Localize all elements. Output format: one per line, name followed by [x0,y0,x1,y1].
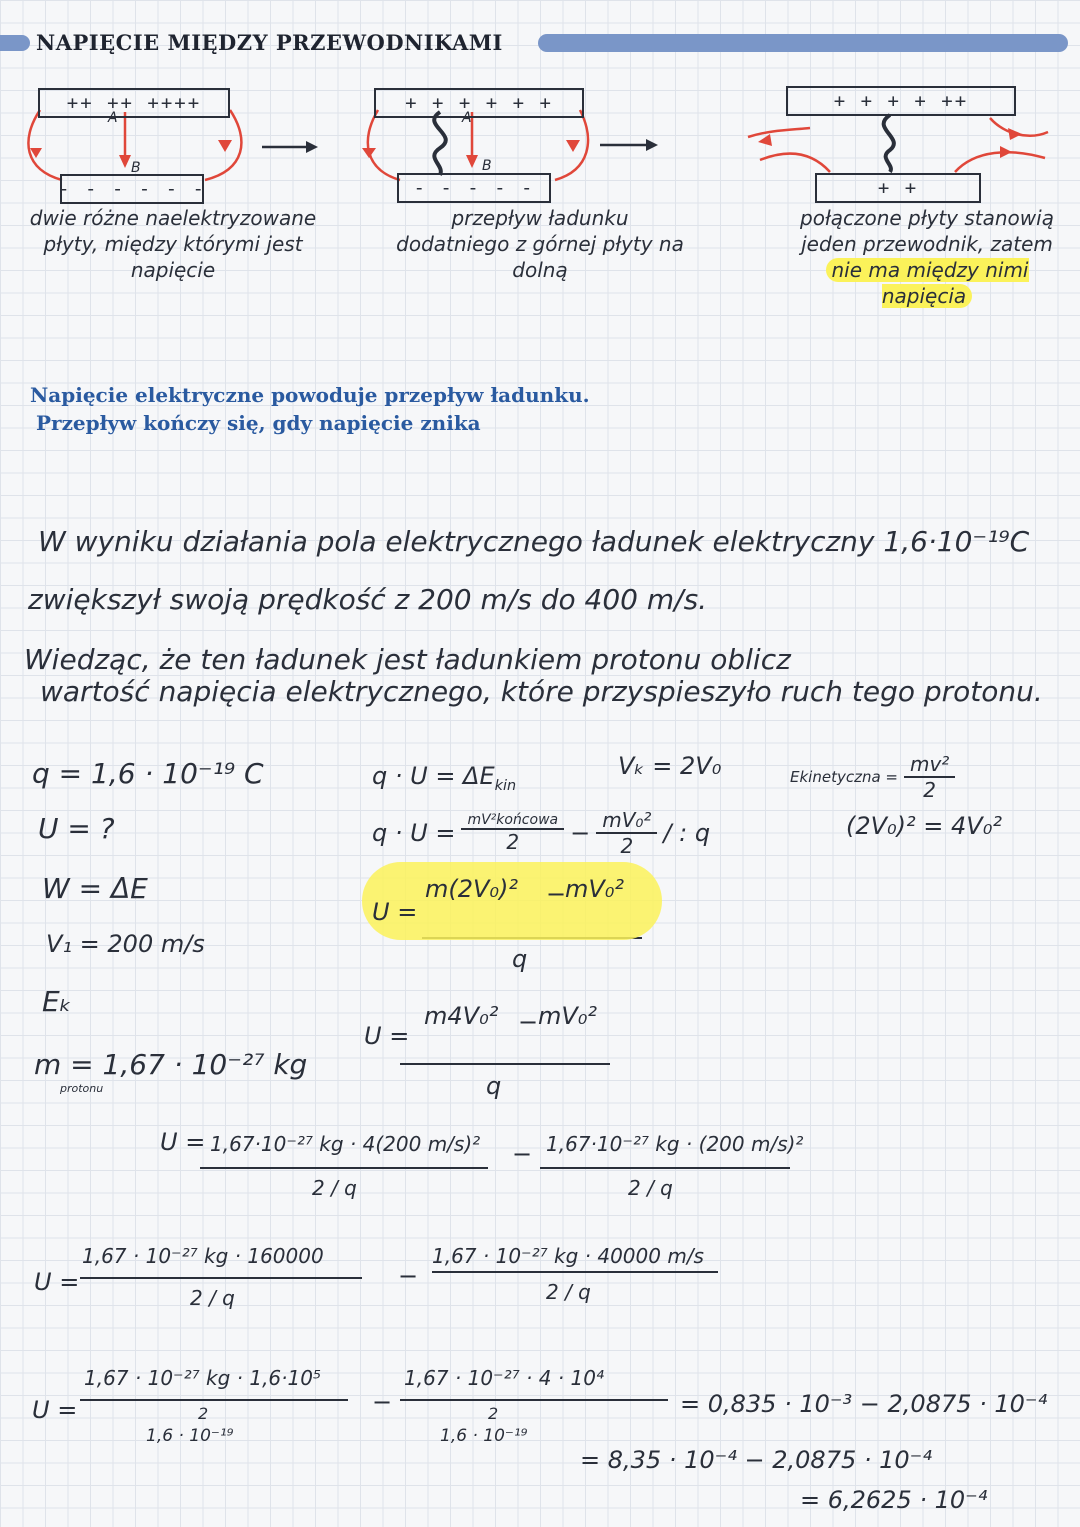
row3-denominator-a-top: 2 [198,1404,209,1423]
given-w: W = ΔE [42,872,148,905]
eq2-term2-num: mV₀² [596,808,657,834]
eq2-division: / : q [663,819,711,847]
row3-term2: 1,67 · 10⁻²⁷ · 4 · 10⁴ [404,1366,604,1390]
eq3-term1: m(2V₀)² [425,875,519,903]
row2-denominator-b: 2 / q [546,1280,591,1304]
result-line-3: = 6,2625 · 10⁻⁴ [800,1486,988,1514]
row3-term1: 1,67 · 10⁻²⁷ kg · 1,6·10⁵ [84,1366,321,1390]
eq1 [372,762,516,794]
result-line-2: = 8,35 · 10⁻⁴ − 2,0875 · 10⁻⁴ [580,1446,932,1474]
row3-denominator-a-bottom: 1,6 · 10⁻¹⁹ [146,1426,234,1446]
diagram2-bottom-plate: - - - - - [397,173,551,203]
field-line-left [28,110,62,180]
arrow-head-right [218,140,232,152]
ekin-den: 2 [923,778,937,802]
arrow-head-3b [1008,128,1022,140]
diagram2-label-b: B [482,158,492,174]
row2-denominator-a: 2 / q [190,1286,235,1310]
square-identity: (2V₀)² = 4V₀² [846,812,1002,840]
eq2 [372,808,710,858]
arrow-head-3c [1000,146,1012,158]
transition-arrow-2-head [646,139,658,151]
wire-2 [434,112,446,175]
eq2-term2-den: 2 [620,834,634,858]
arrow-head-left-2 [362,148,376,158]
row2-term1: 1,67 · 10⁻²⁷ kg · 160000 [82,1244,324,1268]
field-line-left-2 [368,110,400,180]
page-title: NAPIĘCIE MIĘDZY PRZEWODNIKAMI [36,30,503,55]
diagram3-caption-plain: połączone płyty stanowią jeden przewodnik, zatem [800,206,1054,256]
diagram2-label-a: A [462,110,472,126]
row3-minus: − [372,1388,393,1416]
row3-lhs: U = [32,1396,78,1424]
row1-denominator-a: 2 / q [312,1176,357,1200]
field-arrow-ab-2-head [466,155,478,168]
diagram3-bottom-plate: + + [815,173,981,203]
problem-line-4: wartość napięcia elektrycznego, które przyspieszyło ruch tego protonu. [40,675,1043,708]
given-u: U = ? [38,812,115,845]
diagram1-label-b: B [131,160,141,176]
eq2-term1-den: 2 [506,830,520,854]
eq2-term1 [461,812,564,854]
diagram2-top-plate: + + + + + + [374,88,584,118]
eq4-denominator: q [486,1072,502,1100]
diagram1-label-a: A [108,110,118,126]
eq3-lhs: U = [372,898,418,926]
row1-term1: 1,67·10⁻²⁷ kg · 4(200 m/s)² [210,1132,481,1156]
eq4-term1: m4V₀² [424,1002,499,1030]
wire-3 [884,115,894,172]
summary-line-2: Przepływ kończy się, gdy napięcie znika [36,411,481,435]
eq4-term2: mV₀² [538,1002,598,1030]
eq2-minus: − [570,819,591,847]
ekin-label: Ekinetyczna = [790,768,898,786]
diagram3-caption [782,205,1072,309]
eq2-term2 [596,808,657,858]
given-v1: V₁ = 200 m/s [46,930,205,958]
arrow-head-right-2 [566,140,580,152]
eq3-minus: − [546,880,567,908]
diagram1-top-plate: ++ ++ ++++ [38,88,230,118]
eq2-term1-num: mV²końcowa [461,812,564,830]
eq3-term2: mV₀² [565,875,625,903]
given-ek: Eₖ [42,985,72,1018]
problem-line-2: zwiększył swoją prędkość z 200 m/s do 400 m/s. [28,583,708,616]
given-m-subscript: protonu [60,1082,104,1095]
row1-term2: 1,67·10⁻²⁷ kg · (200 m/s)² [546,1132,804,1156]
eq1-sub: kin [494,777,517,794]
row1-lhs: U = [160,1128,206,1156]
eq4-lhs: U = [364,1022,410,1050]
ekin-fraction [904,752,955,802]
vk-relation: Vₖ = 2V₀ [618,752,722,780]
eq1-text: q · U = ΔE [372,762,495,790]
row2-term2: 1,67 · 10⁻²⁷ kg · 40000 m/s [432,1244,704,1268]
problem-line-3: Wiedząc, że ten ładunek jest ładunkiem protonu oblicz [24,643,791,676]
eq2-lhs: q · U = [372,819,456,847]
eq3-denominator: q [512,945,528,973]
eq4-minus: − [518,1008,539,1036]
row3-denominator-b-top: 2 [488,1404,499,1423]
result-line-1: = 0,835 · 10⁻³ − 2,0875 · 10⁻⁴ [680,1390,1048,1418]
diagram1-caption: dwie różne naelektryzowane płyty, między którymi jest napięcie [29,206,317,282]
given-q: q = 1,6 · 10⁻¹⁹ C [32,757,264,790]
given-m: m = 1,67 · 10⁻²⁷ kg [34,1048,308,1081]
diagram1-bottom-plate: - - - - - - [60,174,204,204]
row2-minus: − [398,1262,419,1290]
field-line-3b [760,154,830,172]
transition-arrow-1-head [306,141,318,153]
ekin-formula [790,752,955,802]
arrow-head-3a [758,134,772,146]
diagram3-top-plate: + + + + ++ [786,86,1016,116]
diagram3-caption-highlight: nie ma między nimi napięcia [826,258,1029,308]
row2-lhs: U = [34,1268,80,1296]
problem-line-1: W wyniku działania pola elektrycznego ładunek elektryczny 1,6·10⁻¹⁹C [38,525,1030,558]
field-arrow-ab-head [119,155,131,168]
diagram2-caption: przepływ ładunku dodatniego z górnej płyty na dolną [396,206,684,282]
row1-denominator-b: 2 / q [628,1176,673,1200]
row3-denominator-b-bottom: 1,6 · 10⁻¹⁹ [440,1426,528,1446]
summary-line-1: Napięcie elektryczne powoduje przepływ ładunku. [30,383,590,407]
ekin-num: mv² [904,752,955,778]
row1-minus: − [512,1140,533,1168]
field-line-3a [748,128,810,137]
